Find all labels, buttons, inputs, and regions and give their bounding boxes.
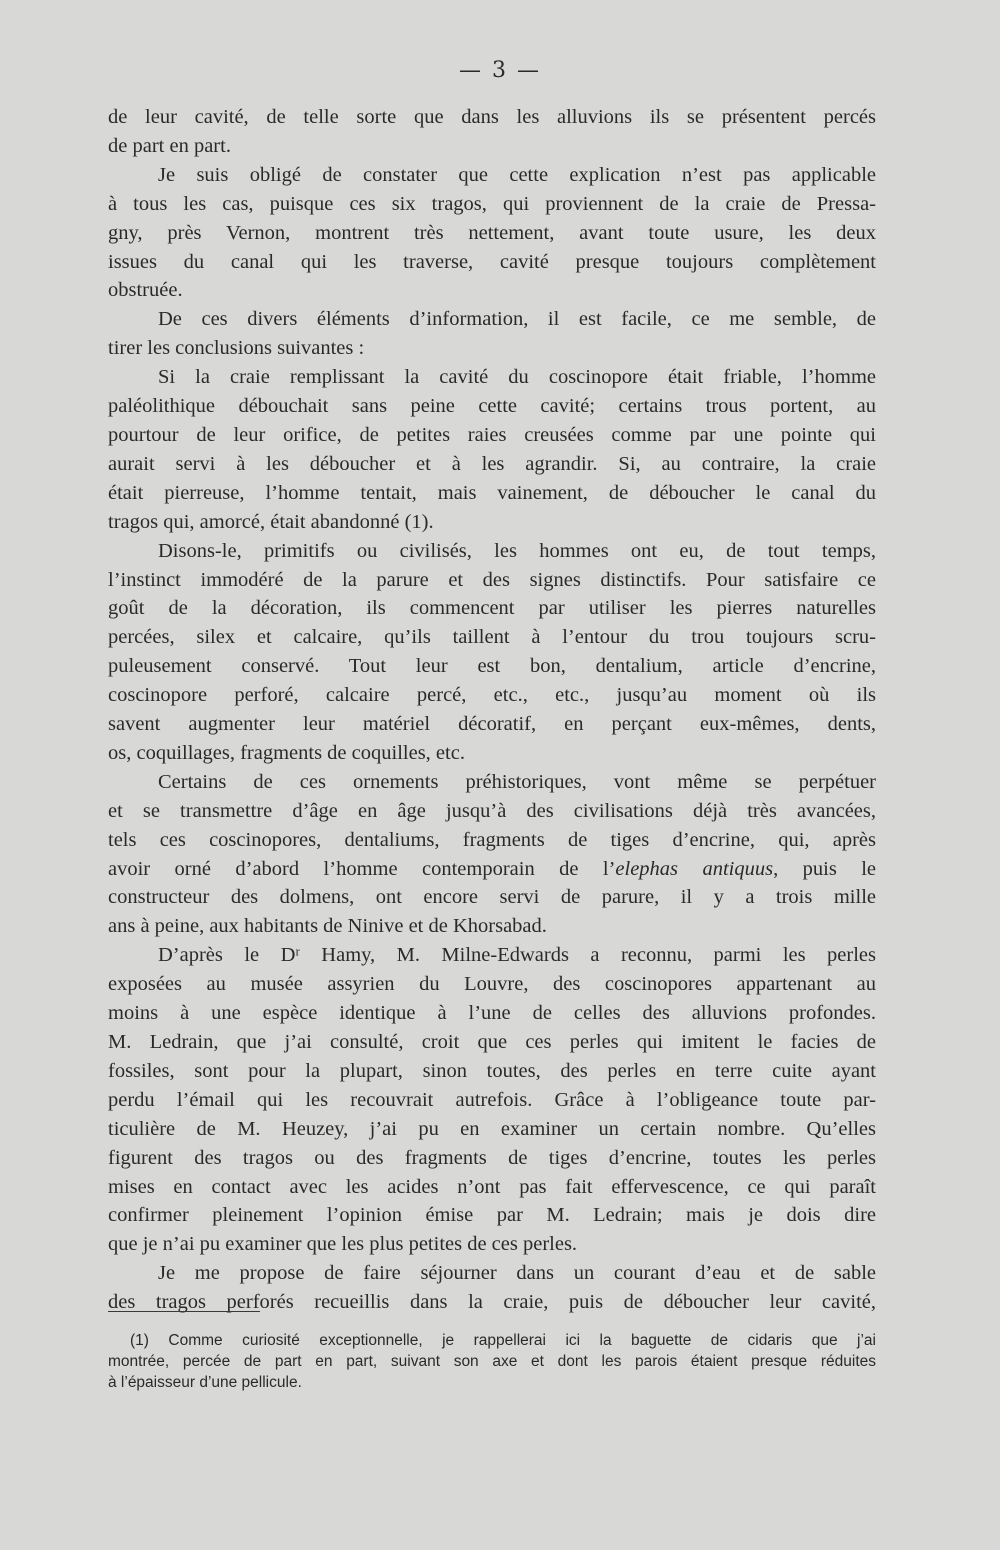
text-line: que je n’ai pu examiner que les plus petites de ces perles. <box>108 1233 578 1256</box>
text-line: obstruée. <box>108 279 183 302</box>
text-line: mises en contact avec les acides n’ont pas fait effervescence, ce qui paraît <box>108 1175 876 1198</box>
text-line: perdu l’émail qui les recouvrait autrefois. Grâce à l’obligeance toute par- <box>108 1088 876 1111</box>
text-line: avoir orné d’abord l’homme contemporain de l’elephas antiquus, puis le <box>108 857 876 880</box>
text-line: tirer les conclusions suivantes : <box>108 337 365 360</box>
paragraph <box>108 363 876 536</box>
text-line: goût de la décoration, ils commencent par utiliser les pierres naturelles <box>108 597 876 620</box>
paragraph <box>108 768 876 941</box>
paragraph <box>108 537 876 768</box>
text-line: paléolithique débouchait sans peine cette cavité; certains trous portent, au <box>108 395 876 418</box>
text-line: M. Ledrain, que j’ai consulté, croit que ces perles qui imitent le facies de <box>108 1031 876 1053</box>
text-line: tragos qui, amorcé, était abandonné (1). <box>108 510 434 533</box>
paragraph <box>108 941 876 1259</box>
text-line: était pierreuse, l’homme tentait, mais vainement, de déboucher le canal du <box>108 481 876 504</box>
paragraph <box>108 103 876 161</box>
text-line: D’après le Dʳ Hamy, M. Milne-Edwards a reconnu, parmi les perles <box>158 944 876 967</box>
footnote-line: (1) Comme curiosité exceptionnelle, je rappellerai ici la baguette de cidaris que j’ai <box>130 1332 876 1349</box>
footnote-line: montrée, percée de part en part, suivant son axe et dont les parois étaient presque réduites <box>108 1353 876 1370</box>
text-line: ans à peine, aux habitants de Ninive et de Khorsabad. <box>108 915 547 938</box>
text-line: Disons-le, primitifs ou civilisés, les hommes ont eu, de tout temps, <box>158 539 876 562</box>
page-number: — 3 — <box>459 58 541 83</box>
text-line: Certains de ces ornements préhistoriques, vont même se perpétuer <box>158 770 876 793</box>
body-text <box>108 103 876 1317</box>
text-line: de leur cavité, de telle sorte que dans les alluvions ils se présentent percés <box>108 106 876 128</box>
text-line: Je me propose de faire séjourner dans un courant d’eau et de sable <box>158 1262 876 1285</box>
text-line: aurait servi à les déboucher et à les agrandir. Si, au contraire, la craie <box>108 452 876 475</box>
text-line: fossiles, sont pour la plupart, sinon toutes, des perles en terre cuite ayant <box>108 1059 876 1082</box>
paragraph <box>108 1259 876 1317</box>
text-line: issues du canal qui les traverse, cavité presque toujours complètement <box>108 250 876 273</box>
text-line: moins à une espèce identique à l’une de celles des alluvions profondes. <box>108 1002 876 1025</box>
footnote-rule <box>108 1311 260 1312</box>
text-line: pourtour de leur orifice, de petites raies creusées comme par une pointe qui <box>108 423 876 446</box>
text-line: tels ces coscinopores, dentaliums, fragments de tiges d’encrine, qui, après <box>108 828 876 851</box>
text-line: puleusement conservé. Tout leur est bon, dentalium, article d’encrine, <box>108 655 876 678</box>
text-line: l’instinct immodéré de la parure et des signes distinctifs. Pour satisfaire ce <box>108 568 876 591</box>
text-line: gny, près Vernon, montrent très nettement, avant toute usure, les deux <box>108 221 876 244</box>
text-line: Si la craie remplissant la cavité du coscinopore était friable, l’homme <box>158 366 876 389</box>
text-line: de part en part. <box>108 134 231 157</box>
paragraph <box>108 305 876 363</box>
text-line: percées, silex et calcaire, qu’ils taillent à l’entour du trou toujours scru- <box>108 626 876 649</box>
text-line: ticulière de M. Heuzey, j’ai pu en examiner un certain nombre. Qu’elles <box>108 1117 876 1140</box>
text-line: De ces divers éléments d’information, il est facile, ce me semble, de <box>158 308 876 331</box>
paragraph <box>108 161 876 306</box>
text-line: exposées au musée assyrien du Louvre, des coscinopores appartenant au <box>108 973 876 996</box>
text-line: constructeur des dolmens, ont encore servi de parure, il y a trois mille <box>108 886 876 909</box>
text-line: des tragos perforés recueillis dans la craie, puis de déboucher leur cavité, <box>108 1291 876 1314</box>
text-line: Je suis obligé de constater que cette explication n’est pas applicable <box>158 163 876 186</box>
footnote <box>108 1330 876 1393</box>
text-line: coscinopore perforé, calcaire percé, etc., etc., jusqu’au moment où ils <box>108 684 876 707</box>
text-line: à tous les cas, puisque ces six tragos, qui proviennent de la craie de Pressa- <box>108 192 876 215</box>
text-line: figurent des tragos ou des fragments de tiges d’encrine, toutes les perles <box>108 1146 876 1169</box>
footnote-line: à l’épaisseur d’une pellicule. <box>108 1374 302 1391</box>
text-line: savent augmenter leur matériel décoratif, en perçant eux-mêmes, dents, <box>108 713 876 736</box>
text-line: et se transmettre d’âge en âge jusqu’à des civilisations déjà très avancées, <box>108 799 876 822</box>
species-name: elephas antiquus <box>615 857 774 880</box>
text-line: confirmer pleinement l’opinion émise par M. Ledrain; mais je dois dire <box>108 1204 876 1227</box>
text-line: os, coquillages, fragments de coquilles, etc. <box>108 741 465 764</box>
